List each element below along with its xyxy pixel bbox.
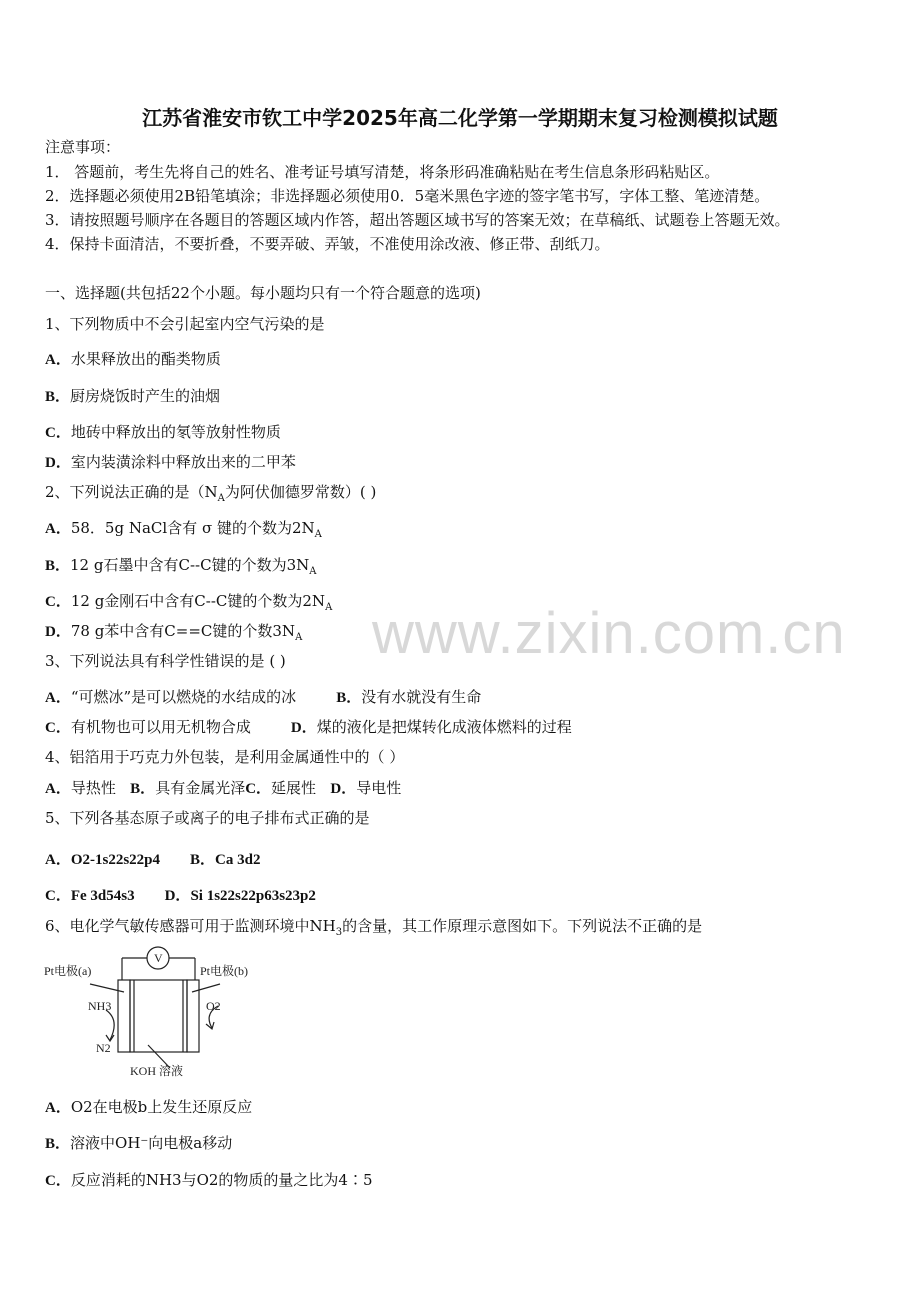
reaction-arrow [106, 1010, 114, 1040]
option-label: C． [45, 888, 71, 904]
stem-text: 6、电化学气敏传感器可用于监测环境中NH [45, 917, 336, 935]
notice-item: 4．保持卡面清洁，不要折叠，不要弄破、弄皱，不准使用涂改液、修正带、刮纸刀。 [45, 235, 610, 253]
option-row [45, 717, 572, 738]
notice-heading: 注意事项： [45, 138, 121, 156]
option [45, 621, 302, 648]
option-label: D． [164, 888, 191, 904]
subscript: A [217, 493, 225, 504]
option [45, 1170, 373, 1191]
option-text: 室内装潢涂料中释放出来的二甲苯 [70, 453, 296, 471]
option-label: C． [45, 720, 71, 736]
subscript: A [325, 602, 333, 613]
electrode-b-label: Pt电极(b) [200, 964, 249, 978]
question-stem: 5、下列各基态原子或离子的电子排布式正确的是 [45, 809, 370, 827]
option-row [45, 778, 401, 799]
notice-item: 2．选择题必须使用2B铅笔填涂；非选择题必须使用0．5毫米黑色字迹的签字笔书写，字体工整、笔迹清楚。 [45, 187, 770, 205]
option-label: A． [45, 781, 71, 797]
option-text: 12 g金刚石中含有C--C键的个数为2N [70, 592, 326, 610]
o2-label: O2 [206, 999, 221, 1013]
option-text: 反应消耗的NH3与O2的物质的量之比为4∶5 [70, 1171, 373, 1189]
option-text: 延展性 [271, 779, 317, 797]
option [45, 422, 281, 443]
leader-line [192, 984, 220, 992]
subscript: A [314, 529, 322, 540]
option-label: A． [45, 521, 71, 537]
option-text: “可燃冰”是可以燃烧的水结成的冰 [70, 688, 297, 706]
option [45, 386, 220, 407]
option-row [45, 687, 481, 708]
option-text: 具有金属光泽 [155, 779, 246, 797]
n2-label: N2 [96, 1041, 111, 1055]
option-label: D． [45, 455, 71, 471]
option-label: A． [45, 1100, 71, 1116]
option-label: C． [45, 594, 71, 610]
voltmeter-label: V [154, 951, 163, 965]
option-label: B． [45, 389, 71, 405]
electron-config: Fe 3d54s3 [70, 888, 135, 904]
option-text: 水果释放出的酯类物质 [70, 350, 221, 368]
option-label: A． [45, 852, 71, 868]
option-text: O2在电极b上发生还原反应 [70, 1098, 253, 1116]
question-stem [45, 482, 376, 509]
option-row [45, 850, 260, 870]
option-text: 导电性 [356, 779, 402, 797]
option-label: D． [330, 781, 357, 797]
option-label: A． [45, 690, 71, 706]
notice-item: 3．请按照题号顺序在各题目的答题区域内作答，超出答题区域书写的答案无效；在草稿纸、试题卷上答题无效。 [45, 211, 790, 229]
option-text: 煤的液化是把煤转化成液体燃料的过程 [316, 718, 572, 736]
option [45, 1133, 232, 1154]
page-title: 江苏省淮安市钦工中学2025年高二化学第一学期期末复习检测模拟试题 [142, 106, 778, 130]
option-label: D． [290, 720, 317, 736]
option-label: D． [45, 624, 71, 640]
option-text: 有机物也可以用无机物合成 [70, 718, 251, 736]
question-stem: 4、铝箔用于巧克力外包装，是利用金属通性中的（ ） [45, 748, 405, 766]
electron-config: Si 1s22s22p63s23p2 [190, 888, 316, 904]
option-text: 厨房烧饭时产生的油烟 [70, 387, 221, 405]
option-text: 78 g苯中含有C==C键的个数3N [70, 622, 296, 640]
electron-config: Ca 3d2 [215, 852, 261, 868]
option [45, 349, 221, 370]
option-label: B． [130, 781, 156, 797]
solution-label: KOH 溶液 [130, 1064, 183, 1078]
option [45, 1097, 252, 1118]
stem-text: 2、下列说法正确的是（N [45, 483, 218, 501]
watermark: www.zixin.com.cn [372, 601, 846, 666]
option-label: B． [336, 690, 362, 706]
option-label: B． [45, 1136, 71, 1152]
solution-container [130, 980, 187, 1052]
electron-config: O2-1s22s22p4 [70, 852, 161, 868]
question-stem: 3、下列说法具有科学性错误的是 ( ) [45, 652, 286, 670]
option-label: B． [190, 852, 216, 868]
option-text: 没有水就没有生命 [361, 688, 482, 706]
option [45, 555, 316, 582]
option-text: 导热性 [70, 779, 116, 797]
electrochemical-cell-diagram [40, 940, 280, 1080]
subscript: A [295, 632, 303, 643]
option [45, 518, 322, 545]
option-text: 12 g石墨中含有C--C键的个数为3N [70, 556, 310, 574]
nh3-label: NH3 [88, 999, 112, 1013]
option-label: C． [245, 781, 272, 797]
option-label: C． [45, 1173, 71, 1189]
leader-line [90, 984, 124, 992]
option [45, 591, 332, 618]
section-heading: 一、选择题(共包括22个小题。每小题均只有一个符合题意的选项) [45, 284, 481, 302]
option-row [45, 886, 316, 906]
option-label: B． [45, 558, 71, 574]
stem-text: 为阿伏伽德罗常数）( ) [224, 483, 377, 501]
option-text: 溶液中OH⁻向电极a移动 [70, 1134, 233, 1152]
stem-text: 的含量，其工作原理示意图如下。下列说法不正确的是 [342, 917, 703, 935]
notice-item: 1． 答题前，考生先将自己的姓名、准考证号填写清楚，将条形码准确粘贴在考生信息条形码粘贴区。 [45, 163, 720, 181]
option [45, 452, 296, 473]
option-label: C． [45, 425, 71, 441]
option-label: A． [45, 352, 71, 368]
subscript: A [309, 566, 317, 577]
electrode-a-label: Pt电极(a) [44, 964, 92, 978]
option-text: 58．5g NaCl含有 σ 键的个数为2N [70, 519, 315, 537]
question-stem [45, 916, 702, 943]
option-text: 地砖中释放出的氡等放射性物质 [70, 423, 281, 441]
subscript: 3 [335, 927, 343, 938]
question-stem: 1、下列物质中不会引起室内空气污染的是 [45, 315, 325, 333]
